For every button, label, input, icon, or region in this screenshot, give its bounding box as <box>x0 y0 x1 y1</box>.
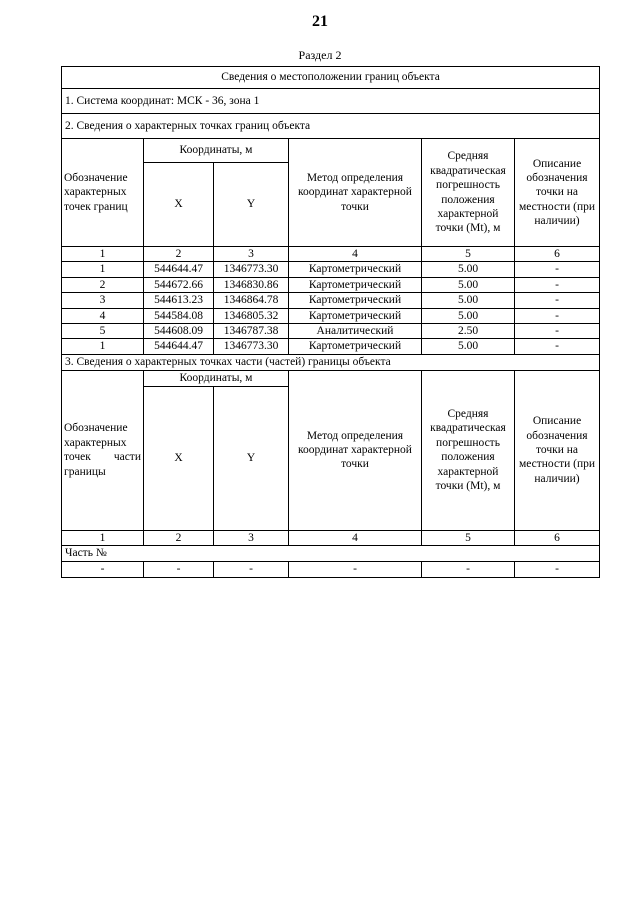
point-desc: - <box>515 293 600 308</box>
column-number: 5 <box>422 247 515 262</box>
point-x: 544584.08 <box>144 308 214 323</box>
point-method: Картометрический <box>289 262 422 277</box>
table-row <box>62 293 600 308</box>
point-mt: 5.00 <box>422 293 515 308</box>
point-method: Картометрический <box>289 339 422 354</box>
section-label: Раздел 2 <box>298 48 342 62</box>
column-number: 2 <box>144 530 214 545</box>
column-number: 6 <box>515 247 600 262</box>
empty-cell: - <box>515 562 600 578</box>
header-description: Описание обозначения точки на местности (при наличии) <box>515 139 600 247</box>
point-method: Картометрический <box>289 293 422 308</box>
header3-x: X <box>144 386 214 530</box>
point-x: 544613.23 <box>144 293 214 308</box>
point-id: 2 <box>62 277 144 292</box>
point-desc: - <box>515 308 600 323</box>
header-y: Y <box>214 163 289 247</box>
point-method: Аналитический <box>289 323 422 338</box>
page-number: 21 <box>312 13 328 30</box>
column-number-row <box>62 530 600 545</box>
header-coordinates: Координаты, м <box>144 139 289 163</box>
point-id: 3 <box>62 293 144 308</box>
point-method: Картометрический <box>289 277 422 292</box>
column-number-row <box>62 247 600 262</box>
header-point-designation: Обозначение характерных точек границ <box>62 139 144 247</box>
empty-cell: - <box>289 562 422 578</box>
point-mt: 5.00 <box>422 339 515 354</box>
table-row <box>62 308 600 323</box>
column-number: 3 <box>214 530 289 545</box>
point-desc: - <box>515 277 600 292</box>
column-number: 4 <box>289 247 422 262</box>
column-number: 3 <box>214 247 289 262</box>
point-x: 544608.09 <box>144 323 214 338</box>
point-mt: 5.00 <box>422 262 515 277</box>
column-number: 4 <box>289 530 422 545</box>
header3-description: Описание обозначения точки на местности (при наличии) <box>515 370 600 530</box>
point-y: 1346773.30 <box>214 262 289 277</box>
table-row <box>62 323 600 338</box>
column-number: 6 <box>515 530 600 545</box>
point-mt: 2.50 <box>422 323 515 338</box>
point-y: 1346787.38 <box>214 323 289 338</box>
coordinate-system: 1. Система координат: МСК - 36, зона 1 <box>62 89 600 114</box>
header3-method: Метод определения координат характерной точки <box>289 370 422 530</box>
point-mt: 5.00 <box>422 308 515 323</box>
boundary-table <box>61 66 600 578</box>
point-id: 1 <box>62 339 144 354</box>
table-row <box>62 277 600 292</box>
point-id: 1 <box>62 262 144 277</box>
point-y: 1346805.32 <box>214 308 289 323</box>
point-x: 544672.66 <box>144 277 214 292</box>
header-x: X <box>144 163 214 247</box>
header-method: Метод определения координат характерной точки <box>289 139 422 247</box>
empty-cell: - <box>214 562 289 578</box>
table-row <box>62 339 600 354</box>
point-x: 544644.47 <box>144 262 214 277</box>
point-y: 1346830.86 <box>214 277 289 292</box>
point-y: 1346864.78 <box>214 293 289 308</box>
table-row <box>62 262 600 277</box>
point-method: Картометрический <box>289 308 422 323</box>
header3-y: Y <box>214 386 289 530</box>
header3-coordinates: Координаты, м <box>144 370 289 386</box>
empty-cell: - <box>62 562 144 578</box>
point-desc: - <box>515 262 600 277</box>
column-number: 1 <box>62 530 144 545</box>
part-label: Часть № <box>62 546 600 562</box>
column-number: 2 <box>144 247 214 262</box>
section2-title: 2. Сведения о характерных точках границ объекта <box>62 114 600 139</box>
header3-error: Средняя квадратическая погрешность положения характерной точки (Mt), м <box>422 370 515 530</box>
point-id: 5 <box>62 323 144 338</box>
column-number: 1 <box>62 247 144 262</box>
empty-cell: - <box>422 562 515 578</box>
header-error: Средняя квадратическая погрешность положения характерной точки (Mt), м <box>422 139 515 247</box>
point-y: 1346773.30 <box>214 339 289 354</box>
table-title: Сведения о местоположении границ объекта <box>62 67 600 89</box>
point-desc: - <box>515 339 600 354</box>
empty-cell: - <box>144 562 214 578</box>
section3-title: 3. Сведения о характерных точках части (частей) границы объекта <box>62 354 600 370</box>
table-row <box>62 562 600 578</box>
point-x: 544644.47 <box>144 339 214 354</box>
point-id: 4 <box>62 308 144 323</box>
column-number: 5 <box>422 530 515 545</box>
point-mt: 5.00 <box>422 277 515 292</box>
point-desc: - <box>515 323 600 338</box>
header3-point-designation: Обозначение характерных точек части границы <box>62 370 144 530</box>
